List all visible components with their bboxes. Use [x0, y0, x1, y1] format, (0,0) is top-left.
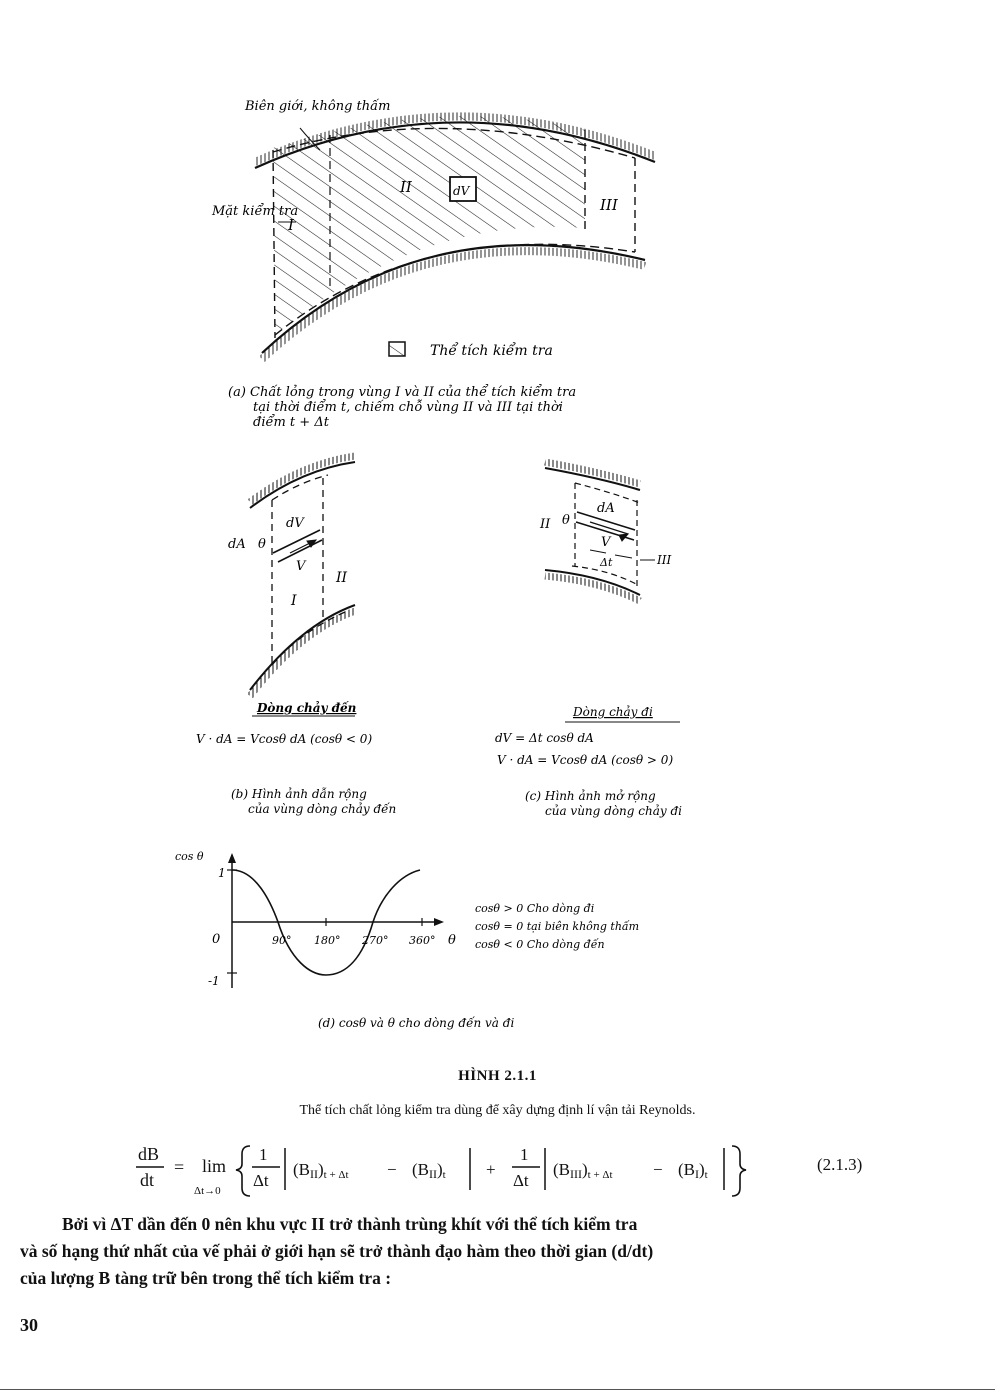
region-II-a: II	[400, 178, 412, 196]
v-label-b: V	[296, 559, 306, 574]
heading-c: Dòng chảy đi	[573, 705, 653, 719]
d-y-bottom: -1	[208, 974, 220, 988]
eq-t2b: (BI)t	[678, 1160, 708, 1181]
equation-2-1-3	[130, 1138, 790, 1202]
eq-frac2-den: Δt	[513, 1171, 529, 1190]
caption-c-line1: (c) Hình ảnh mở rộng	[525, 789, 656, 803]
d-xlabel: θ	[448, 933, 456, 948]
eq-frac1-den: Δt	[253, 1171, 269, 1190]
theta-label-b: θ	[258, 537, 266, 552]
eq-minus1: −	[387, 1160, 397, 1179]
v-label-c: V	[601, 535, 611, 550]
region-II-c: II	[540, 517, 551, 532]
label-control-surface: Mặt kiểm tra	[212, 204, 299, 219]
paragraph-line-1: Bởi vì ΔT dần đến 0 nên khu vực II trở thành trùng khít với thể tích kiểm tra	[62, 1214, 638, 1234]
heading-b: Dòng chảy đến	[257, 701, 357, 715]
d-note-1: cosθ > 0 Cho dòng đi	[475, 902, 595, 915]
eq-frac1-num: 1	[259, 1145, 268, 1164]
dv-label-a: dV	[453, 184, 470, 198]
caption-a-line1: (a) Chất lỏng trong vùng I và II của thể tích kiểm tra	[228, 385, 577, 400]
theta-label-c: θ	[562, 513, 570, 528]
formula-c-1: dV = Δt cosθ dA	[495, 731, 594, 745]
caption-a-line3: điểm t + Δt	[253, 415, 329, 430]
eq-lim-sub: Δt→0	[194, 1185, 221, 1197]
d-tick-360: 360°	[409, 934, 436, 947]
figure-title: HÌNH 2.1.1	[458, 1068, 537, 1084]
d-ylabel: cos θ	[175, 850, 204, 863]
region-I-b: I	[291, 593, 297, 609]
d-note-3: cosθ < 0 Cho dòng đến	[475, 938, 605, 951]
d-note-2: cosθ = 0 tại biên không thấm	[475, 920, 640, 933]
control-volume-hatched	[273, 116, 585, 335]
dA-label-c: dA	[597, 501, 615, 516]
d-tick-180: 180°	[314, 934, 341, 947]
eq-lim: lim	[202, 1156, 227, 1176]
region-I-a: I	[288, 216, 294, 234]
dt-label-c: Δt	[600, 556, 613, 569]
eq-t1a: (BII)t + Δt	[293, 1160, 349, 1181]
d-y-top: 1	[218, 866, 226, 880]
eq-t1b: (BII)t	[412, 1160, 446, 1181]
d-tick-270: 270°	[362, 934, 389, 947]
panel-a	[255, 116, 655, 359]
equation-number: (2.1.3)	[817, 1155, 863, 1174]
bottom-rule	[0, 1389, 995, 1390]
dA-label-b: dA	[228, 537, 246, 552]
eq-equals: =	[174, 1157, 185, 1177]
paragraph-line-3: của lượng B tàng trữ bên trong thể tích kiểm tra :	[20, 1268, 392, 1288]
d-y-zero: 0	[212, 932, 221, 947]
formula-c-2: V · dA = Vcosθ dA (cosθ > 0)	[497, 753, 674, 767]
caption-b-line1: (b) Hình ảnh dẫn rộng	[231, 787, 367, 801]
panel-c	[545, 462, 655, 601]
dv-label-b: dV	[286, 516, 304, 531]
eq-minus2: −	[653, 1160, 663, 1179]
eq-frac2-num: 1	[520, 1145, 529, 1164]
d-tick-90: 90°	[272, 934, 292, 947]
eq-lhs-num: dB	[138, 1144, 160, 1164]
region-III-c: III	[657, 553, 672, 567]
eq-plus: +	[486, 1160, 496, 1179]
caption-b-line2: của vùng dòng chảy đến	[248, 802, 397, 816]
page-number: 30	[20, 1315, 38, 1335]
eq-lhs-den: dt	[140, 1170, 155, 1190]
legend-label: Thể tích kiểm tra	[430, 343, 553, 359]
region-III-a: III	[600, 196, 618, 214]
caption-d: (d) cosθ và θ cho dòng đến và đi	[318, 1016, 515, 1030]
figure-caption: Thể tích chất lỏng kiểm tra dùng để xây dựng định lí vận tải Reynolds.	[299, 1103, 696, 1118]
caption-c-line2: của vùng dòng chảy đi	[545, 804, 682, 818]
label-boundary: Biên giới, không thấm	[245, 99, 391, 114]
panel-d	[227, 853, 444, 988]
region-II-b: II	[336, 570, 348, 586]
paragraph-line-2: và số hạng thứ nhất của vế phải ở giới hạn sẽ trở thành đạo hàm theo thời gian (d/dt)	[20, 1241, 654, 1261]
eq-t2a: (BIII)t + Δt	[553, 1160, 613, 1181]
legend-box	[389, 342, 405, 356]
formula-b: V · dA = Vcosθ dA (cosθ < 0)	[196, 732, 373, 746]
caption-a-line2: tại thời điểm t, chiếm chỗ vùng II và III tại thời	[253, 400, 563, 415]
